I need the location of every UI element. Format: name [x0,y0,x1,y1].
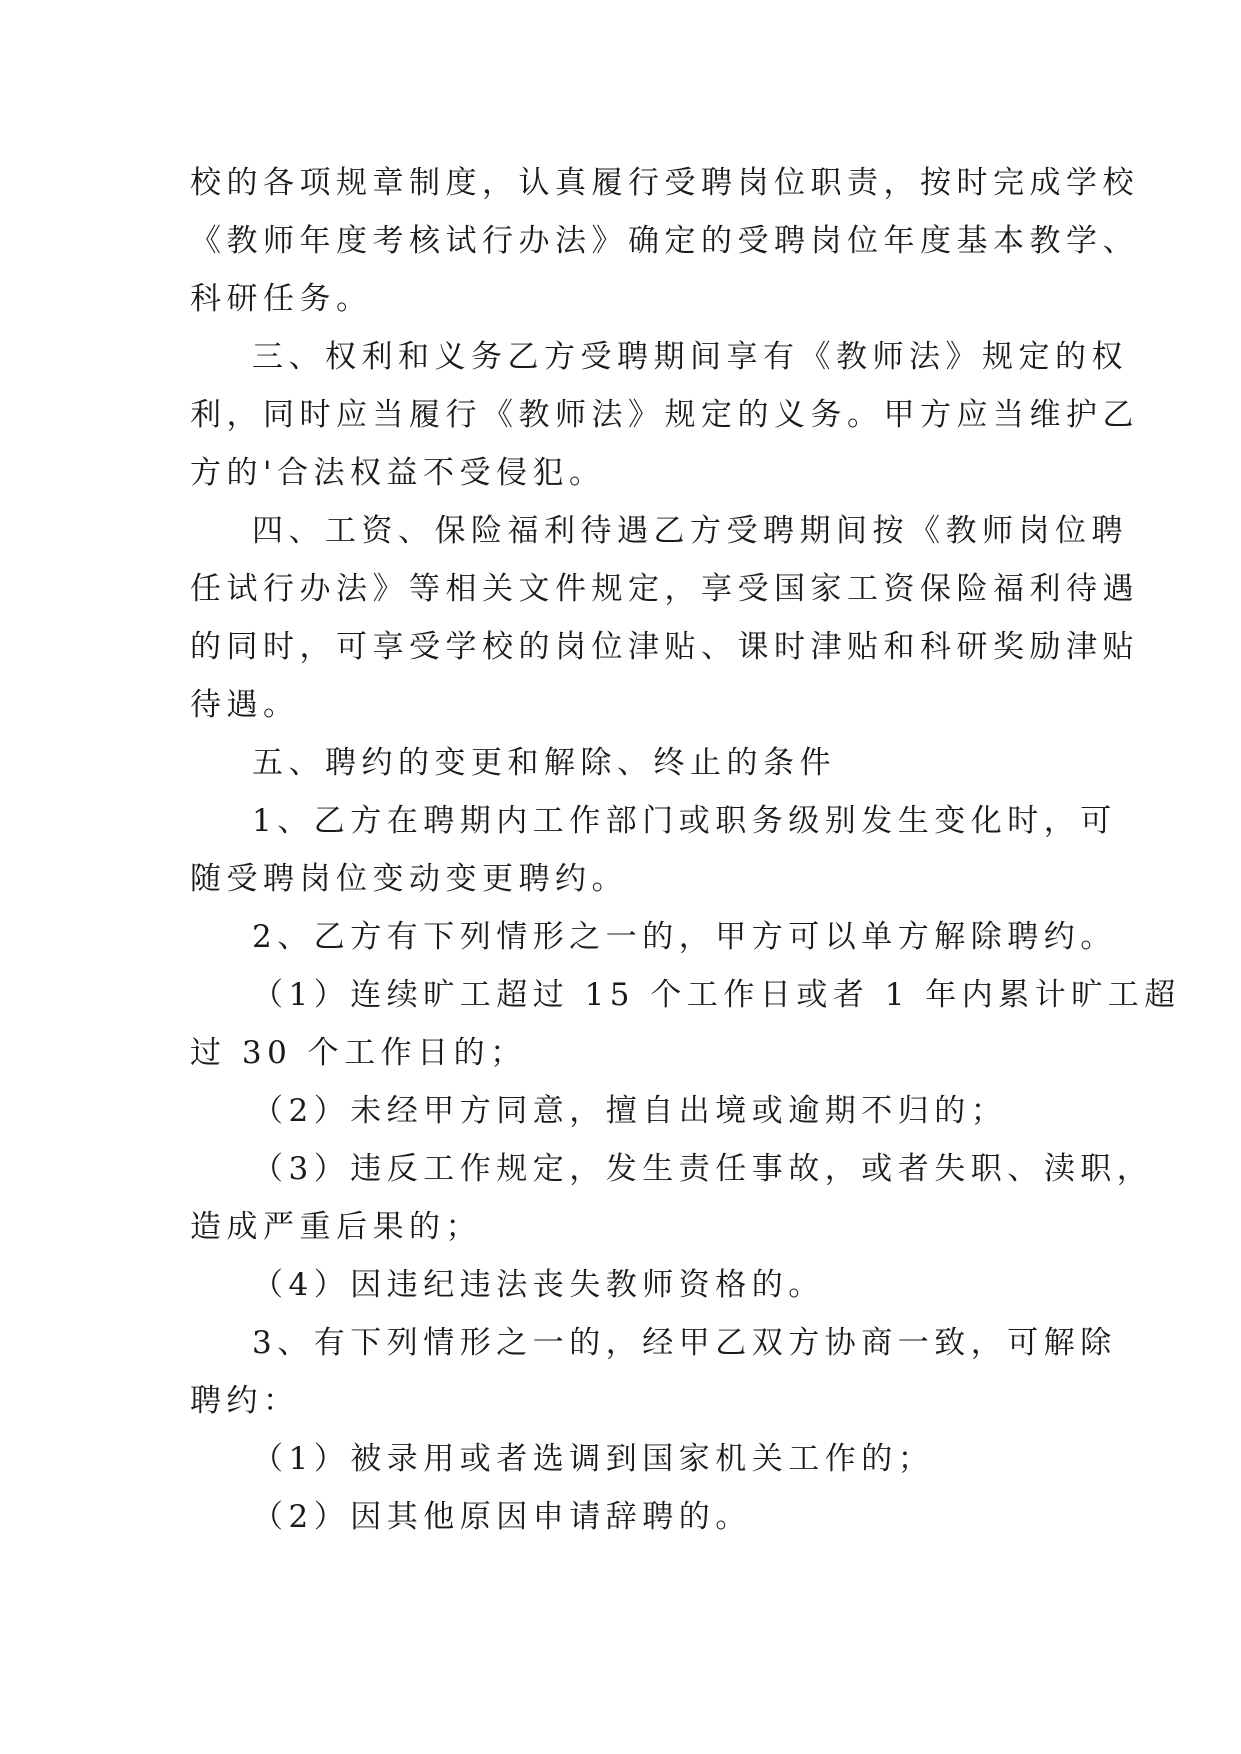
text-line: 方的'合法权益不受侵犯。 [190,455,606,491]
text-line: （1）被录用或者选调到国家机关工作的； [252,1441,935,1477]
text-line: （4）因违纪违法丧失教师资格的。 [252,1267,825,1303]
text-line: 的同时，可享受学校的岗位津贴、课时津贴和科研奖励津贴 [190,629,1139,665]
text-line: （3）违反工作规定，发生责任事故，或者失职、渎职， [252,1151,1154,1187]
text-line: 1、乙方在聘期内工作部门或职务级别发生变化时，可 [252,803,1117,839]
section-heading: 五、聘约的变更和解除、终止的条件 [252,745,836,781]
text-line: 三、权利和义务乙方受聘期间享有《教师法》规定的权 [252,339,1128,375]
text-line: （1）连续旷工超过 15 个工作日或者 1 年内累计旷工超 [252,977,1181,1013]
text-line: 四、工资、保险福利待遇乙方受聘期间按《教师岗位聘 [252,513,1128,549]
text-line: 造成严重后果的； [190,1209,482,1245]
text-line: 聘约： [190,1383,300,1419]
text-line: 任试行办法》等相关文件规定，享受国家工资保险福利待遇 [190,571,1139,607]
text-line: 校的各项规章制度，认真履行受聘岗位职责，按时完成学校 [190,165,1139,201]
text-line: （2）因其他原因申请辞聘的。 [252,1499,752,1535]
text-line: 利，同时应当履行《教师法》规定的义务。甲方应当维护乙 [190,397,1139,433]
text-line: 待遇。 [190,687,300,723]
text-line: （2）未经甲方同意，擅自出境或逾期不归的； [252,1093,1008,1129]
text-line: 3、有下列情形之一的，经甲乙双方协商一致，可解除 [252,1325,1117,1361]
text-line: 科研任务。 [190,281,373,317]
text-line: 《教师年度考核试行办法》确定的受聘岗位年度基本教学、 [190,223,1139,259]
text-line: 2、乙方有下列情形之一的，甲方可以单方解除聘约。 [252,919,1117,955]
text-line: 随受聘岗位变动变更聘约。 [190,861,628,897]
text-line: 过 30 个工作日的； [190,1035,527,1071]
